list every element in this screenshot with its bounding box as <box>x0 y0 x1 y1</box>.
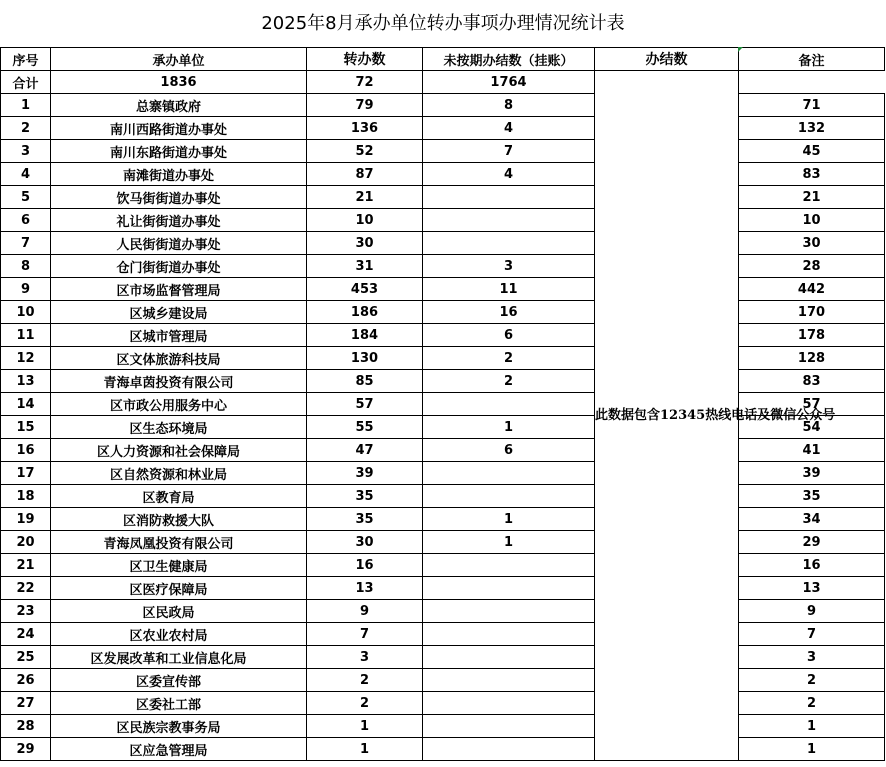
completed-cell[interactable]: 170 <box>739 301 885 324</box>
overdue-cell[interactable]: 2 <box>423 347 595 370</box>
total-overdue[interactable]: 72 <box>307 71 423 94</box>
unit-name: 青海凤凰投资有限公司 <box>103 536 234 552</box>
completed-cell[interactable]: 1 <box>739 715 885 738</box>
overdue-cell[interactable]: 1 <box>423 508 595 531</box>
unit-cell[interactable] <box>51 508 307 531</box>
completed-cell[interactable]: 178 <box>739 324 885 347</box>
overdue-cell[interactable]: 4 <box>423 117 595 140</box>
cell-comment-marker <box>738 47 743 52</box>
unit-name: 区市政公用服务中心 <box>109 398 227 414</box>
table-row <box>1 554 885 577</box>
table-row <box>1 232 885 255</box>
unit-cell[interactable] <box>51 301 307 324</box>
unit-cell[interactable] <box>51 347 307 370</box>
overdue-cell[interactable] <box>423 600 595 623</box>
seq-cell[interactable]: 9 <box>1 278 51 301</box>
seq-cell[interactable]: 13 <box>1 370 51 393</box>
transferred-cell[interactable]: 16 <box>307 554 423 577</box>
transferred-cell[interactable]: 35 <box>307 508 423 531</box>
table-row <box>1 600 885 623</box>
transferred-cell[interactable]: 10 <box>307 209 423 232</box>
overdue-cell[interactable] <box>423 393 595 416</box>
overdue-cell[interactable] <box>423 232 595 255</box>
unit-cell[interactable] <box>51 324 307 347</box>
unit-cell[interactable] <box>51 600 307 623</box>
transferred-cell[interactable]: 7 <box>307 623 423 646</box>
table-row <box>1 646 885 669</box>
table-row <box>1 623 885 646</box>
overdue-cell[interactable] <box>423 623 595 646</box>
transferred-cell[interactable]: 2 <box>307 669 423 692</box>
unit-name: 区文体旅游科技局 <box>116 352 221 368</box>
overdue-cell[interactable] <box>423 462 595 485</box>
unit-cell[interactable] <box>51 393 307 416</box>
overdue-cell[interactable] <box>423 186 595 209</box>
overdue-cell[interactable]: 16 <box>423 301 595 324</box>
completed-cell[interactable]: 35 <box>739 485 885 508</box>
seq-cell[interactable]: 14 <box>1 393 51 416</box>
transferred-cell[interactable]: 79 <box>307 94 423 117</box>
completed-cell[interactable]: 83 <box>739 163 885 186</box>
transferred-cell[interactable]: 453 <box>307 278 423 301</box>
table-row <box>1 347 885 370</box>
unit-cell[interactable] <box>51 577 307 600</box>
seq-cell[interactable]: 17 <box>1 462 51 485</box>
unit-cell[interactable] <box>51 370 307 393</box>
header-seq[interactable]: 序号 <box>1 48 51 71</box>
transferred-cell[interactable]: 57 <box>307 393 423 416</box>
seq-cell[interactable]: 4 <box>1 163 51 186</box>
seq-cell[interactable]: 21 <box>1 554 51 577</box>
completed-cell[interactable]: 3 <box>739 646 885 669</box>
transferred-cell[interactable]: 85 <box>307 370 423 393</box>
table-row <box>1 577 885 600</box>
transferred-cell[interactable]: 2 <box>307 692 423 715</box>
unit-cell[interactable] <box>51 646 307 669</box>
transferred-cell[interactable]: 30 <box>307 232 423 255</box>
seq-cell[interactable]: 26 <box>1 669 51 692</box>
unit-cell[interactable] <box>51 117 307 140</box>
overdue-cell[interactable] <box>423 577 595 600</box>
seq-cell[interactable]: 11 <box>1 324 51 347</box>
completed-cell[interactable]: 71 <box>739 94 885 117</box>
table-row <box>1 508 885 531</box>
transferred-cell[interactable]: 39 <box>307 462 423 485</box>
completed-cell[interactable]: 45 <box>739 140 885 163</box>
table-row <box>1 301 885 324</box>
unit-name: 南川东路街道办事处 <box>109 145 227 161</box>
header-row <box>1 48 885 71</box>
table-row <box>1 439 885 462</box>
unit-name: 饮马街街道办事处 <box>116 191 221 207</box>
unit-name: 区教育局 <box>142 490 195 506</box>
seq-cell[interactable]: 3 <box>1 140 51 163</box>
unit-cell[interactable] <box>51 715 307 738</box>
transferred-cell[interactable]: 1 <box>307 715 423 738</box>
table-row <box>1 94 885 117</box>
completed-cell[interactable]: 28 <box>739 255 885 278</box>
seq-cell[interactable]: 18 <box>1 485 51 508</box>
transferred-cell[interactable]: 30 <box>307 531 423 554</box>
table-row <box>1 370 885 393</box>
table-row <box>1 738 885 761</box>
unit-cell[interactable] <box>51 209 307 232</box>
total-completed[interactable]: 1764 <box>423 71 595 94</box>
unit-cell[interactable] <box>51 462 307 485</box>
overdue-cell[interactable]: 7 <box>423 140 595 163</box>
completed-cell[interactable]: 21 <box>739 186 885 209</box>
seq-cell[interactable]: 2 <box>1 117 51 140</box>
table-row <box>1 255 885 278</box>
unit-name: 区市场监督管理局 <box>116 283 221 299</box>
transferred-cell[interactable]: 35 <box>307 485 423 508</box>
header-completed[interactable]: 办结数 <box>595 48 739 71</box>
transferred-cell[interactable]: 87 <box>307 163 423 186</box>
stats-table <box>0 47 885 761</box>
table-row <box>1 324 885 347</box>
completed-cell[interactable]: 34 <box>739 508 885 531</box>
completed-cell[interactable]: 9 <box>739 600 885 623</box>
unit-name: 区城乡建设局 <box>129 306 208 322</box>
table-row <box>1 140 885 163</box>
seq-cell[interactable]: 15 <box>1 416 51 439</box>
overdue-cell[interactable] <box>423 646 595 669</box>
completed-cell[interactable]: 7 <box>739 623 885 646</box>
unit-cell[interactable] <box>51 531 307 554</box>
completed-cell[interactable]: 29 <box>739 531 885 554</box>
transferred-cell[interactable]: 136 <box>307 117 423 140</box>
unit-name: 青海卓茵投资有限公司 <box>103 375 234 391</box>
unit-cell[interactable] <box>51 738 307 761</box>
overdue-cell[interactable] <box>423 669 595 692</box>
seq-cell[interactable]: 1 <box>1 94 51 117</box>
table-row <box>1 531 885 554</box>
completed-cell[interactable]: 57 <box>739 393 885 416</box>
table-row <box>1 692 885 715</box>
completed-cell[interactable]: 16 <box>739 554 885 577</box>
seq-cell[interactable]: 5 <box>1 186 51 209</box>
transferred-cell[interactable]: 52 <box>307 140 423 163</box>
overdue-cell[interactable] <box>423 692 595 715</box>
remark-cell[interactable]: 此数据包含12345热线电话及微信公众号 <box>595 71 739 761</box>
unit-name: 南川西路街道办事处 <box>109 122 227 138</box>
unit-cell[interactable] <box>51 94 307 117</box>
overdue-cell[interactable]: 1 <box>423 416 595 439</box>
completed-cell[interactable]: 54 <box>739 416 885 439</box>
seq-cell[interactable]: 12 <box>1 347 51 370</box>
seq-cell[interactable]: 23 <box>1 600 51 623</box>
completed-cell[interactable]: 10 <box>739 209 885 232</box>
seq-cell[interactable]: 27 <box>1 692 51 715</box>
total-row <box>1 71 885 94</box>
unit-name: 区城市管理局 <box>129 329 208 345</box>
table-row <box>1 485 885 508</box>
transferred-cell[interactable]: 186 <box>307 301 423 324</box>
seq-cell[interactable]: 25 <box>1 646 51 669</box>
transferred-cell[interactable]: 21 <box>307 186 423 209</box>
completed-cell[interactable]: 128 <box>739 347 885 370</box>
overdue-cell[interactable]: 4 <box>423 163 595 186</box>
completed-cell[interactable]: 41 <box>739 439 885 462</box>
table-row <box>1 462 885 485</box>
unit-cell[interactable] <box>51 186 307 209</box>
unit-cell[interactable] <box>51 554 307 577</box>
unit-cell[interactable] <box>51 232 307 255</box>
unit-cell[interactable] <box>51 163 307 186</box>
unit-name: 区民政局 <box>142 605 195 621</box>
completed-cell[interactable]: 30 <box>739 232 885 255</box>
overdue-cell[interactable]: 2 <box>423 370 595 393</box>
unit-name: 区农业农村局 <box>129 628 208 644</box>
transferred-cell[interactable]: 31 <box>307 255 423 278</box>
sheet-title: 2025年8月承办单位转办事项办理情况统计表 <box>261 13 625 34</box>
overdue-cell[interactable] <box>423 554 595 577</box>
seq-cell[interactable]: 29 <box>1 738 51 761</box>
unit-name: 总寨镇政府 <box>135 99 201 115</box>
total-transferred[interactable]: 1836 <box>51 71 307 94</box>
unit-name: 区应急管理局 <box>129 743 208 759</box>
transferred-cell[interactable]: 184 <box>307 324 423 347</box>
completed-cell[interactable]: 442 <box>739 278 885 301</box>
seq-cell[interactable]: 6 <box>1 209 51 232</box>
table-row <box>1 669 885 692</box>
unit-name: 区卫生健康局 <box>129 559 208 575</box>
unit-cell[interactable] <box>51 485 307 508</box>
overdue-cell[interactable]: 3 <box>423 255 595 278</box>
overdue-cell[interactable] <box>423 485 595 508</box>
unit-cell[interactable] <box>51 669 307 692</box>
unit-name: 区生态环境局 <box>129 421 208 437</box>
unit-name: 人民街街道办事处 <box>116 237 221 253</box>
table-row <box>1 163 885 186</box>
completed-cell[interactable]: 2 <box>739 692 885 715</box>
completed-cell[interactable]: 2 <box>739 669 885 692</box>
seq-cell[interactable]: 20 <box>1 531 51 554</box>
unit-cell[interactable] <box>51 278 307 301</box>
transferred-cell[interactable]: 13 <box>307 577 423 600</box>
table-row <box>1 278 885 301</box>
completed-cell[interactable]: 1 <box>739 738 885 761</box>
unit-cell[interactable] <box>51 439 307 462</box>
seq-cell[interactable]: 16 <box>1 439 51 462</box>
overdue-cell[interactable] <box>423 209 595 232</box>
unit-name: 仓门街街道办事处 <box>116 260 221 276</box>
unit-name: 南滩街道办事处 <box>122 168 214 184</box>
seq-cell[interactable]: 7 <box>1 232 51 255</box>
transferred-cell[interactable]: 55 <box>307 416 423 439</box>
unit-name: 区自然资源和林业局 <box>109 467 227 483</box>
unit-cell[interactable] <box>51 692 307 715</box>
seq-cell[interactable]: 10 <box>1 301 51 324</box>
completed-cell[interactable]: 83 <box>739 370 885 393</box>
completed-cell[interactable]: 13 <box>739 577 885 600</box>
transferred-cell[interactable]: 3 <box>307 646 423 669</box>
unit-name: 区消防救援大队 <box>122 513 214 529</box>
header-remark[interactable]: 备注 <box>739 48 885 71</box>
transferred-cell[interactable]: 1 <box>307 738 423 761</box>
overdue-cell[interactable] <box>423 738 595 761</box>
completed-cell[interactable]: 39 <box>739 462 885 485</box>
overdue-cell[interactable]: 6 <box>423 439 595 462</box>
header-transferred[interactable]: 转办数 <box>307 48 423 71</box>
unit-name: 区人力资源和社会保障局 <box>96 444 240 460</box>
table-row <box>1 209 885 232</box>
unit-name: 礼让街街道办事处 <box>116 214 221 230</box>
completed-cell[interactable]: 132 <box>739 117 885 140</box>
table-row <box>1 715 885 738</box>
seq-cell[interactable]: 19 <box>1 508 51 531</box>
unit-name: 区委社工部 <box>135 697 201 713</box>
overdue-cell[interactable]: 11 <box>423 278 595 301</box>
unit-cell[interactable] <box>51 416 307 439</box>
transferred-cell[interactable]: 130 <box>307 347 423 370</box>
overdue-cell[interactable]: 1 <box>423 531 595 554</box>
overdue-cell[interactable]: 6 <box>423 324 595 347</box>
unit-cell[interactable] <box>51 255 307 278</box>
header-unit[interactable]: 承办单位 <box>51 48 307 71</box>
unit-name: 区委宣传部 <box>135 674 201 690</box>
seq-cell[interactable]: 8 <box>1 255 51 278</box>
unit-name: 区民族宗教事务局 <box>116 720 221 736</box>
overdue-cell[interactable] <box>423 715 595 738</box>
total-label[interactable]: 合计 <box>1 71 51 94</box>
seq-cell[interactable]: 24 <box>1 623 51 646</box>
unit-cell[interactable] <box>51 623 307 646</box>
unit-name: 区医疗保障局 <box>129 582 208 598</box>
unit-name: 区发展改革和工业信息化局 <box>90 651 247 667</box>
unit-cell[interactable] <box>51 140 307 163</box>
transferred-cell[interactable]: 9 <box>307 600 423 623</box>
table-row <box>1 186 885 209</box>
overdue-cell[interactable]: 8 <box>423 94 595 117</box>
seq-cell[interactable]: 28 <box>1 715 51 738</box>
header-overdue[interactable]: 未按期办结数（挂账） <box>423 48 595 71</box>
table-row <box>1 117 885 140</box>
seq-cell[interactable]: 22 <box>1 577 51 600</box>
transferred-cell[interactable]: 47 <box>307 439 423 462</box>
